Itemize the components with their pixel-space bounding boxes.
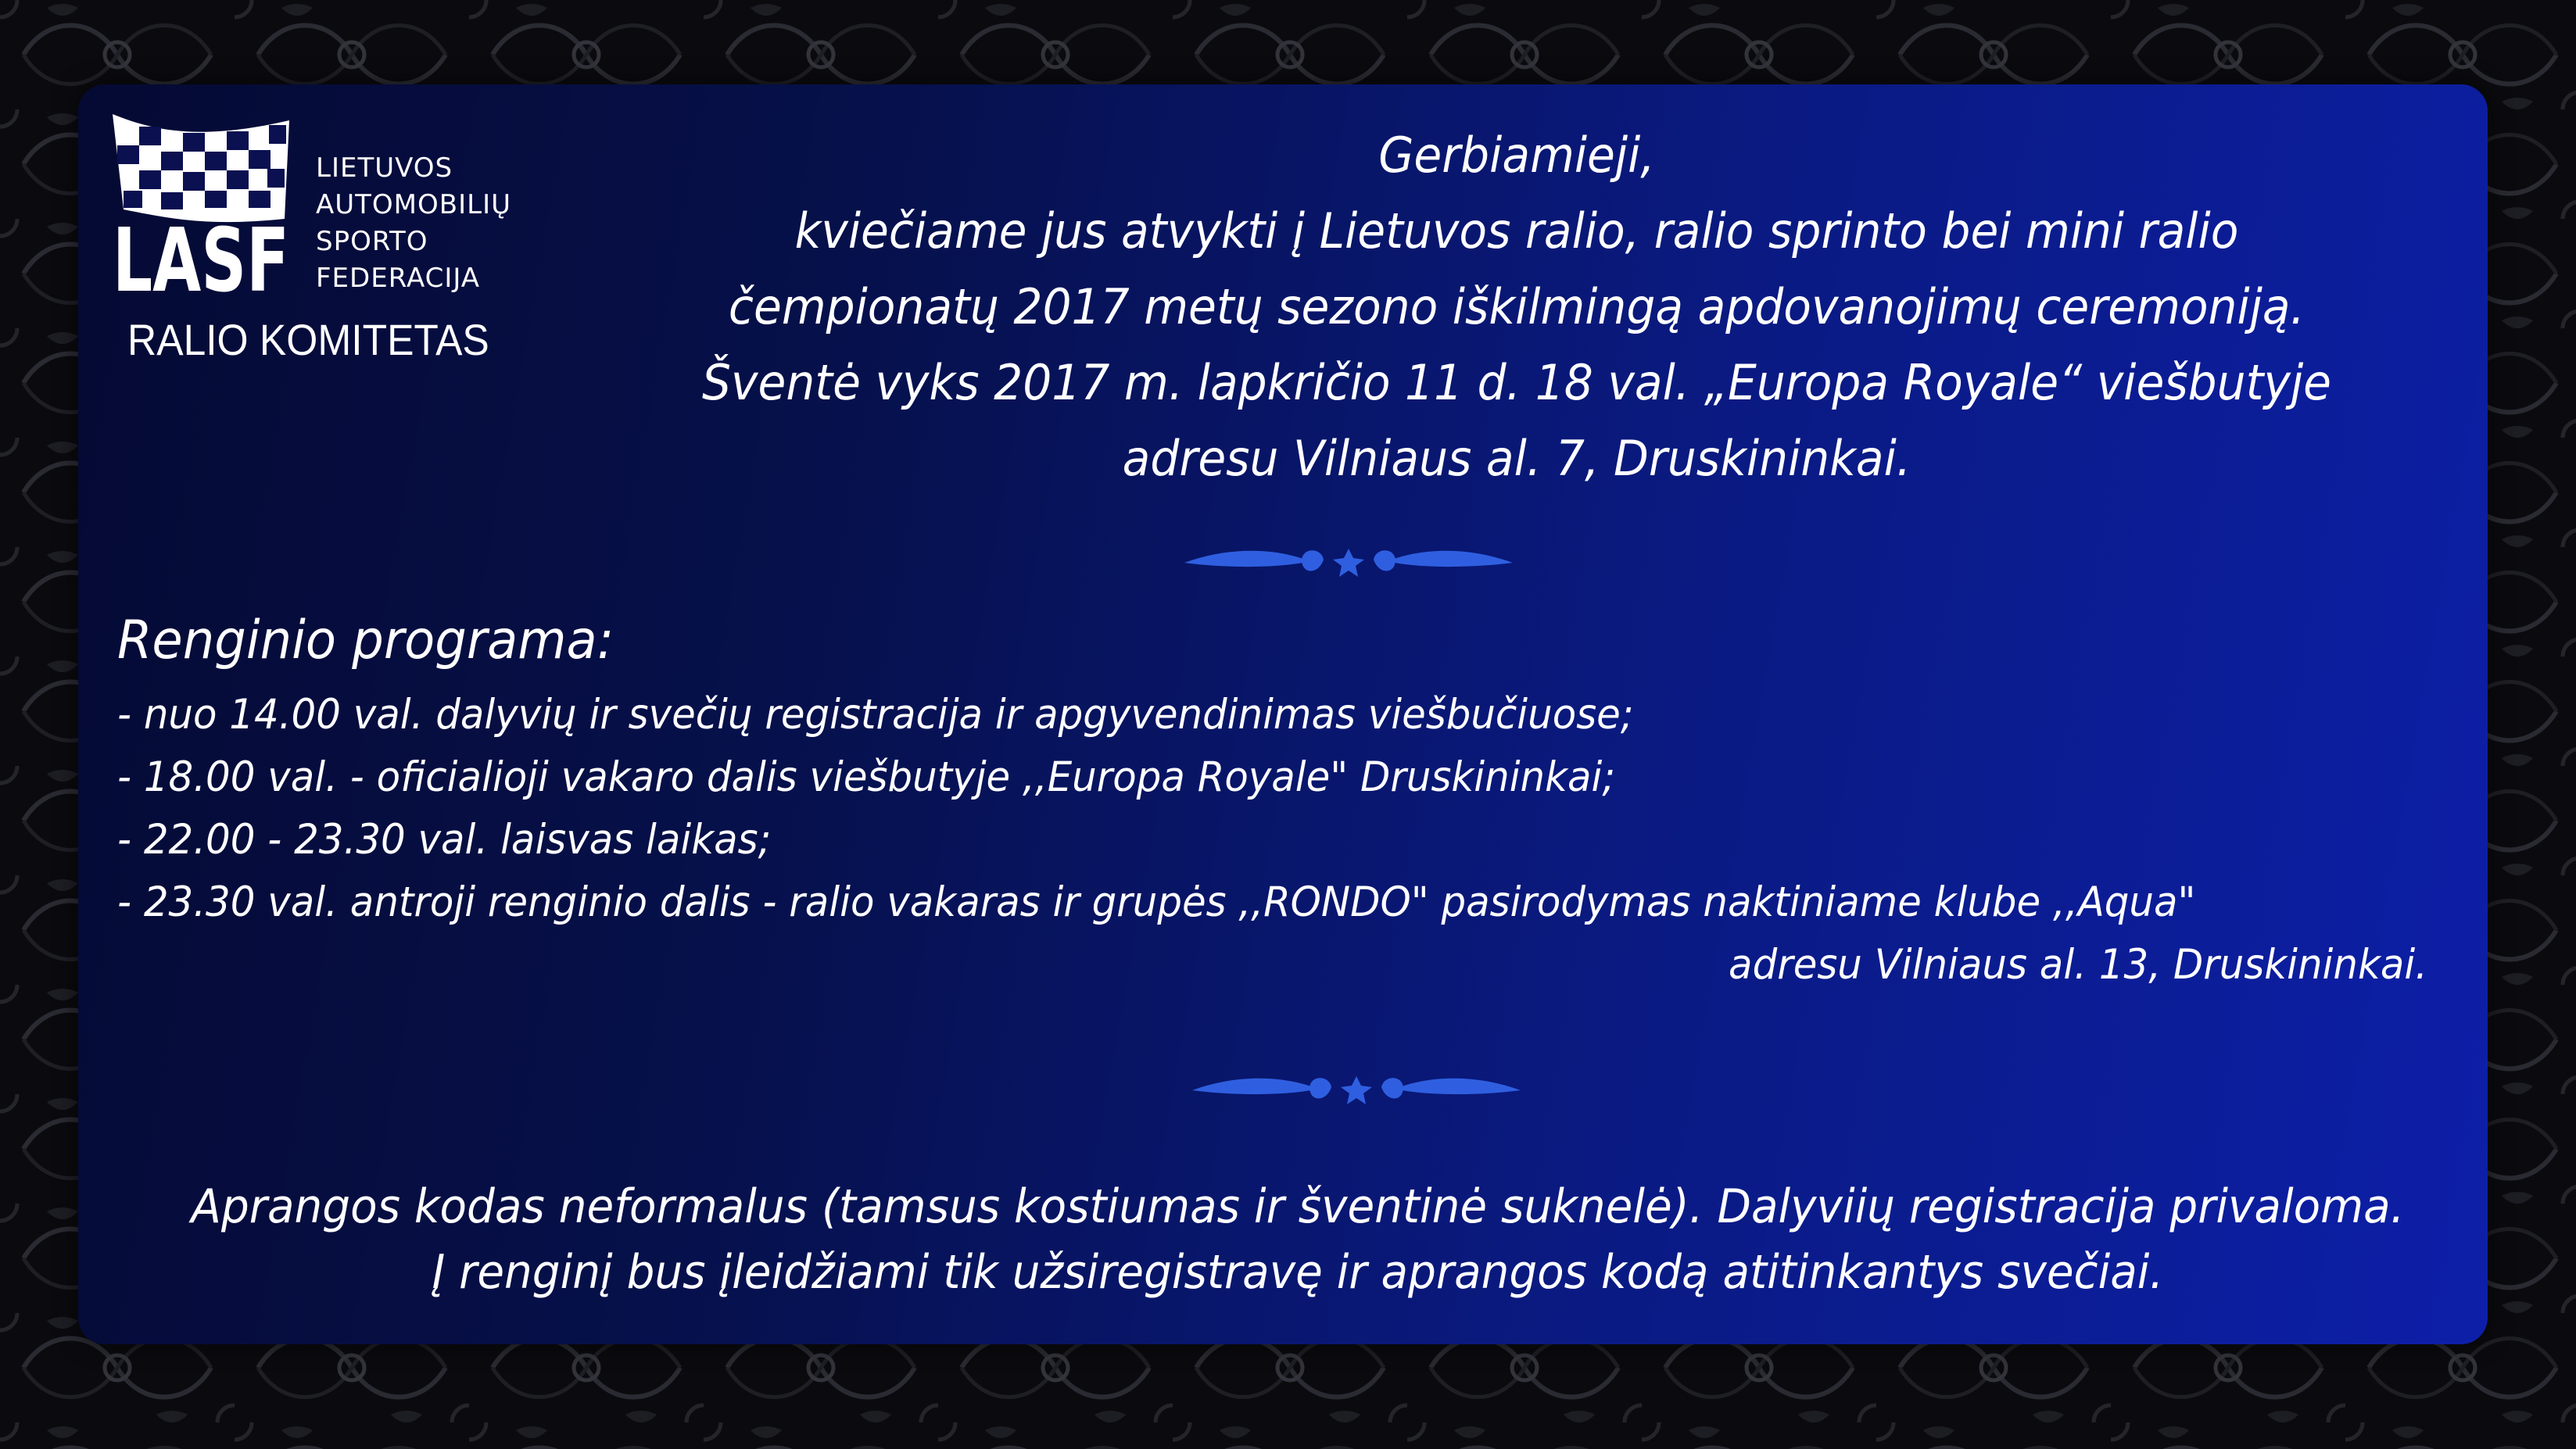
checkered-flag-icon bbox=[108, 109, 296, 297]
logo-abbr: LASF bbox=[113, 210, 289, 297]
program-item: - nuo 14.00 val. dalyvių ir svečių registracija ir apgyvendinimas viešbučiuose; bbox=[117, 691, 1634, 739]
federation-name-line: FEDERACIJA bbox=[316, 263, 481, 294]
committee-name: RALIO KOMITETAS bbox=[127, 315, 489, 364]
intro-line: Šventė vyks 2017 m. lapkričio 11 d. 18 val. „Europa Royale“ viešbutyje bbox=[701, 354, 2332, 411]
program-item: - 18.00 val. - oficialioji vakaro dalis viešbutyje ,,Europa Royale" Druskininkai; bbox=[117, 753, 1616, 801]
program-item: - 23.30 val. antroji renginio dalis - ralio vakaras ir grupės ,,RONDO" pasirodymas naktiniame klube ,,Aqua" bbox=[117, 878, 2196, 926]
program-title: Renginio programa: bbox=[117, 610, 614, 671]
intro-line: čempionatų 2017 metų sezono iškilmingą apdovanojimų ceremoniją. bbox=[728, 278, 2306, 335]
ornament-divider-icon bbox=[1184, 538, 1513, 585]
federation-name-line: SPORTO bbox=[316, 226, 428, 257]
intro-address: adresu Vilniaus al. 7, Druskininkai. bbox=[1122, 430, 1911, 487]
federation-name-line: AUTOMOBILIŲ bbox=[316, 189, 511, 220]
intro-greeting: Gerbiamieji, bbox=[1378, 127, 1655, 184]
dress-code-line: Aprangos kodas neformalus (tamsus kostiumas ir šventinė suknelė). Dalyviių registracija privaloma. bbox=[191, 1179, 2405, 1234]
federation-name-line: LIETUVOS bbox=[316, 152, 453, 184]
invitation-intro bbox=[650, 117, 2384, 496]
program-item: - 22.00 - 23.30 val. laisvas laikas; bbox=[117, 816, 772, 864]
program-item-continuation: adresu Vilniaus al. 13, Druskininkai. bbox=[1729, 941, 2427, 989]
dress-code-line: Į renginį bus įleidžiami tik užsiregistravę ir aprangos kodą atitinkantys svečiai. bbox=[432, 1245, 2164, 1300]
lasf-logo bbox=[108, 109, 530, 375]
ornament-divider-icon bbox=[1192, 1065, 1521, 1112]
federation-name bbox=[316, 150, 511, 297]
dress-code-note bbox=[166, 1174, 2429, 1305]
intro-line: kviečiame jus atvykti į Lietuvos ralio, ralio sprinto bei mini ralio bbox=[794, 202, 2239, 259]
program-list bbox=[117, 684, 2195, 934]
